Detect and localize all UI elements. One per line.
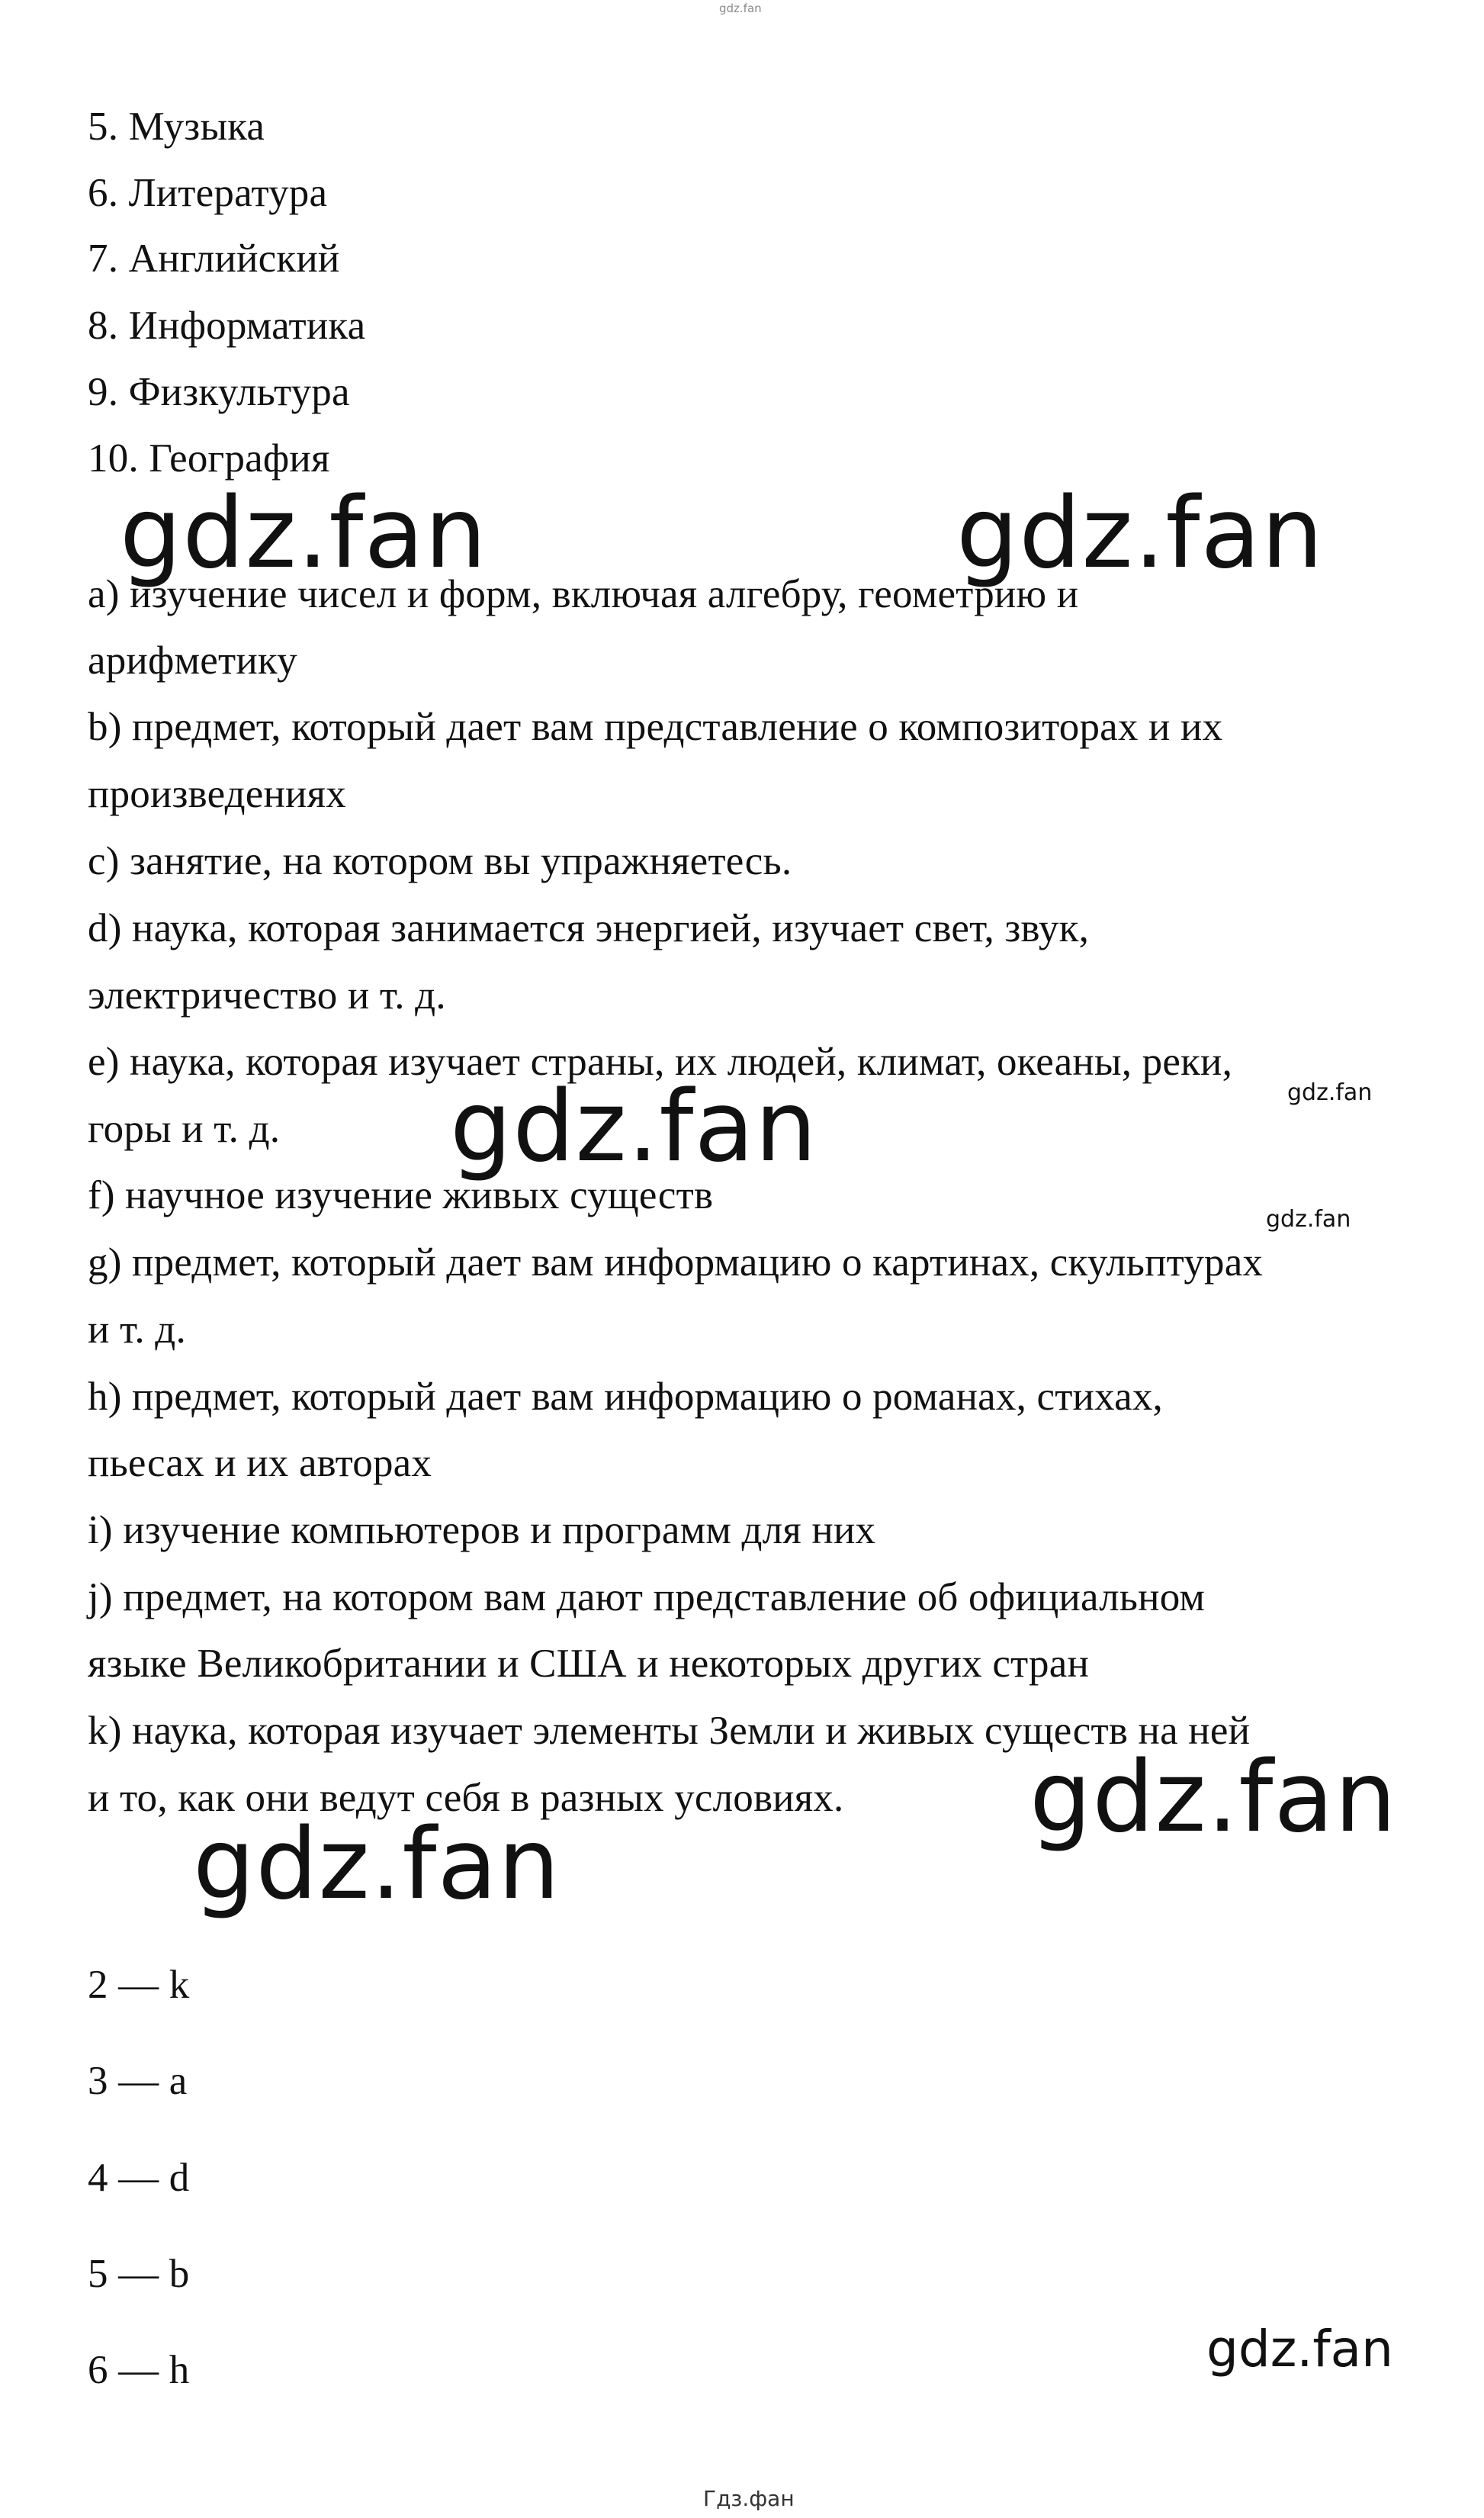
answer-line: 6 — h [88,2348,190,2392]
subject-item-5: 5. Музыка [88,105,265,149]
definition-line: a) изучение чисел и форм, включая алгебру, геометрию и [88,572,1079,616]
subject-item-7: 7. Английский [88,236,340,281]
definition-line: арифметику [88,638,297,683]
watermark: gdz.fan [1266,1206,1351,1233]
definition-line: пьесах и их авторах [88,1441,432,1485]
watermark: gdz.fan [1287,1079,1373,1106]
definition-line: k) наука, которая изучает элементы Земли и живых существ на ней [88,1709,1251,1753]
definition-line: j) предмет, на котором вам дают представление об официальном [88,1575,1206,1619]
answer-line: 2 — k [88,1963,190,2007]
definition-line: электричество и т. д. [88,973,446,1018]
definition-line: и то, как они ведут себя в разных условиях. [88,1776,844,1820]
watermark: gdz.fan [450,1070,817,1184]
definition-line: горы и т. д. [88,1107,281,1151]
definition-line: d) наука, которая занимается энергией, изучает свет, звук, [88,906,1090,950]
answer-line: 4 — d [88,2156,190,2200]
definition-line: b) предмет, который дает вам представление о композиторах и их [88,705,1223,749]
definition-line: c) занятие, на котором вы упражняетесь. [88,839,792,883]
definition-line: e) наука, которая изучает страны, их людей, климат, океаны, реки, [88,1040,1233,1084]
definition-line: языке Великобритании и США и некоторых других стран [88,1642,1090,1686]
definition-line: f) научное изучение живых существ [88,1173,714,1217]
watermark: gdz.fan [1206,2320,1393,2378]
watermark: gdz.fan [956,477,1324,590]
definition-line: h) предмет, который дает вам информацию о романах, стихах, [88,1375,1163,1419]
definition-line: g) предмет, который дает вам информацию о картинах, скульптурах [88,1240,1264,1285]
subject-item-10: 10. География [88,436,330,481]
answer-line: 5 — b [88,2252,190,2296]
subject-item-9: 9. Физкультура [88,370,350,414]
watermark: gdz.fan [120,477,487,590]
watermark: gdz.fan [1029,1741,1397,1854]
subject-item-8: 8. Информатика [88,304,366,348]
footer-watermark: Гдз.фан [703,2486,795,2511]
definition-line: и т. д. [88,1307,186,1352]
definition-line: i) изучение компьютеров и программ для них [88,1508,876,1552]
subject-item-6: 6. Литература [88,171,328,215]
header-watermark: gdz.fan [719,2,762,15]
definition-line: произведениях [88,772,346,816]
watermark: gdz.fan [193,1808,561,1921]
answer-line: 3 — a [88,2059,188,2103]
